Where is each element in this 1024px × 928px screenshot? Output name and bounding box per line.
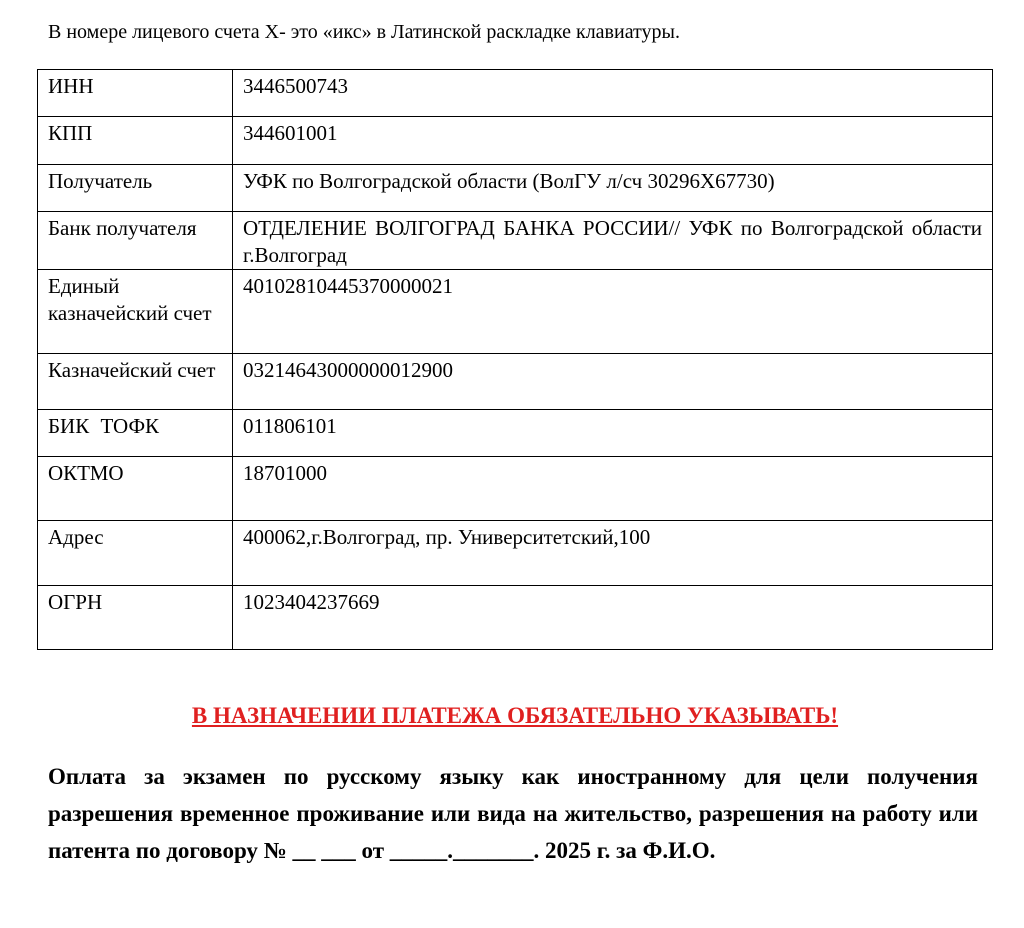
table-row-ogrn — [38, 586, 993, 650]
table-row-inn — [38, 70, 993, 117]
table-row-bik — [38, 410, 993, 457]
bank-label: Банк получателя — [38, 212, 233, 270]
inn-label: ИНН — [38, 70, 233, 117]
table-row-recipient — [38, 165, 993, 212]
table-row-oktmo — [38, 457, 993, 521]
bik-value: 011806101 — [233, 410, 993, 457]
table-row-kpp — [38, 117, 993, 165]
oktmo-label: ОКТМО — [38, 457, 233, 521]
treasury-account-label: Казначейский счет — [38, 354, 233, 410]
kpp-value: 344601001 — [233, 117, 993, 165]
payment-purpose-warning: В НАЗНАЧЕНИИ ПЛАТЕЖА ОБЯЗАТЕЛЬНО УКАЗЫВАТЬ! — [191, 703, 839, 728]
unified-account-label: Единый казначейский счет — [38, 270, 233, 354]
table-row-bank — [38, 212, 993, 270]
address-label: Адрес — [38, 521, 233, 586]
table-row-unified-account — [38, 270, 993, 354]
account-note: В номере лицевого счета Х- это «икс» в Латинской раскладке клавиатуры. — [48, 21, 680, 43]
treasury-account-value: 03214643000000012900 — [233, 354, 993, 410]
recipient-label: Получатель — [38, 165, 233, 212]
table-row-address — [38, 521, 993, 586]
bik-label: БИК ТОФК — [38, 410, 233, 457]
table-row-treasury-account — [38, 354, 993, 410]
ogrn-value: 1023404237669 — [233, 586, 993, 650]
unified-account-value: 40102810445370000021 — [233, 270, 993, 354]
oktmo-value: 18701000 — [233, 457, 993, 521]
payment-purpose-text: Оплата за экзамен по русскому языку как иностранному для цели получения разрешения временное проживание или вида на жительство, разрешения на работу или патента по договору № __ ___ от _____._______. 2025 г. за Ф.И.О. — [48, 764, 978, 863]
address-value: 400062,г.Волгоград, пр. Университетский,100 — [233, 521, 993, 586]
ogrn-label: ОГРН — [38, 586, 233, 650]
inn-value: 3446500743 — [233, 70, 993, 117]
bank-value: ОТДЕЛЕНИЕ ВОЛГОГРАД БАНКА РОССИИ// УФК по Волгоградской области г.Волгоград — [233, 212, 993, 270]
recipient-value: УФК по Волгоградской области (ВолГУ л/сч 30296Х67730) — [233, 165, 993, 212]
kpp-label: КПП — [38, 117, 233, 165]
requisites-table — [37, 69, 993, 650]
